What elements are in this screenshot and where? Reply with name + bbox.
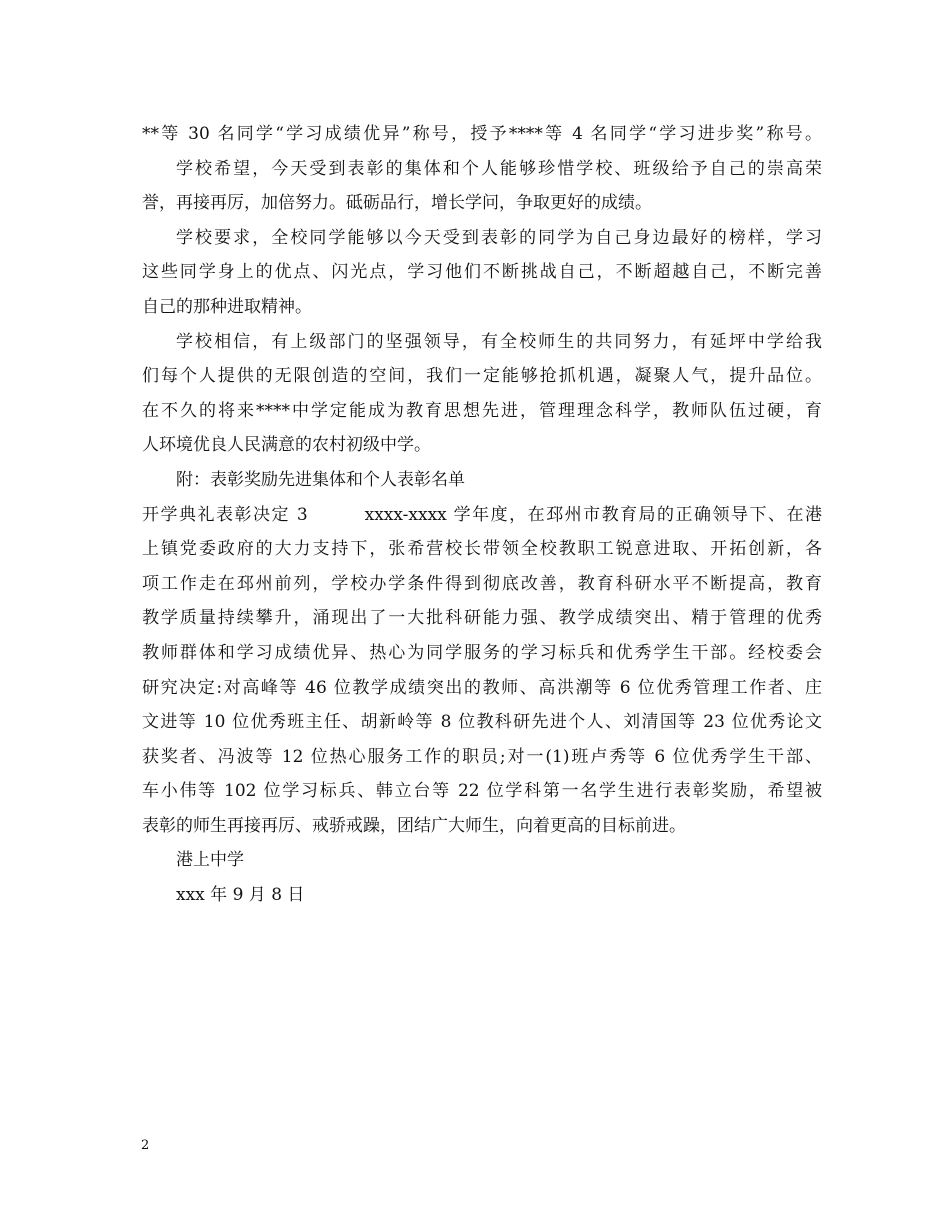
text-line: 教学质量持续攀升，涌现出了一大批科研能力强、教学成绩突出、精于管理的优秀 [142,608,822,629]
text-line: 获奖者、冯波等 12 位热心服务工作的职员;对一(1)班卢秀等 6 位优秀学生干部、 [142,746,822,767]
text-line: **等 30 名同学“学习成绩优异”称号，授予****等 4 名同学“学习进步奖”称号。 [142,124,822,144]
text-line: 文进等 10 位优秀班主任、胡新岭等 8 位教科研先进个人、刘清国等 23 位优秀论文 [142,712,822,733]
text-line: 学校希望，今天受到表彰的集体和个人能够珍惜学校、班级给予自己的崇高荣 [176,158,822,179]
text-line: 在不久的将来****中学定能成为教育思想先进，管理理念科学，教师队伍过硬，育 [142,400,822,421]
text-line: 车小伟等 102 位学习标兵、韩立台等 22 位学科第一名学生进行表彰奖励，希望被 [142,781,822,802]
text-line: 自己的那种进取精神。 [142,296,312,317]
signature-school: 港上中学 [176,850,244,871]
text-line: 表彰的师生再接再厉、戒骄戒躁，团结广大师生，向着更高的目标前进。 [142,815,686,836]
text-line: 人环境优良人民满意的农村初级中学。 [142,435,431,456]
text-line: 这些同学身上的优点、闪光点，学习他们不断挑战自己，不断超越自己，不断完善 [142,262,822,283]
text-line: 上镇党委政府的大力支持下，张希营校长带领全校教职工锐意进取、开拓创新，各 [142,539,822,560]
document-body [142,117,822,913]
text-line: 项工作走在邳州前列，学校办学条件得到彻底改善，教育科研水平不断提高，教育 [142,573,822,594]
text-line: 们每个人提供的无限创造的空间，我们一定能够抢抓机遇，凝聚人气，提升品位。 [142,366,822,387]
page-number: 2 [141,1138,150,1153]
appendix-line: 附：表彰奖励先进集体和个人表彰名单 [176,469,465,490]
text-line: 教师群体和学习成绩优异、热心为同学服务的学习标兵和优秀学生干部。经校委会 [142,642,822,663]
text-line: 开学典礼表彰决定 3 xxxx-xxxx 学年度，在邳州市教育局的正确领导下、在港 [142,504,822,525]
text-line: 誉，再接再厉，加倍努力。砥砺品行，增长学问，争取更好的成绩。 [142,193,652,214]
text-line: 学校要求，全校同学能够以今天受到表彰的同学为自己身边最好的榜样，学习 [176,227,822,248]
text-line: 学校相信，有上级部门的坚强领导，有全校师生的共同努力，有延坪中学给我 [176,331,822,352]
text-line: 研究决定:对高峰等 46 位教学成绩突出的教师、高洪潮等 6 位优秀管理工作者、庄 [142,677,822,698]
signature-date: xxx 年 9 月 8 日 [176,885,305,906]
